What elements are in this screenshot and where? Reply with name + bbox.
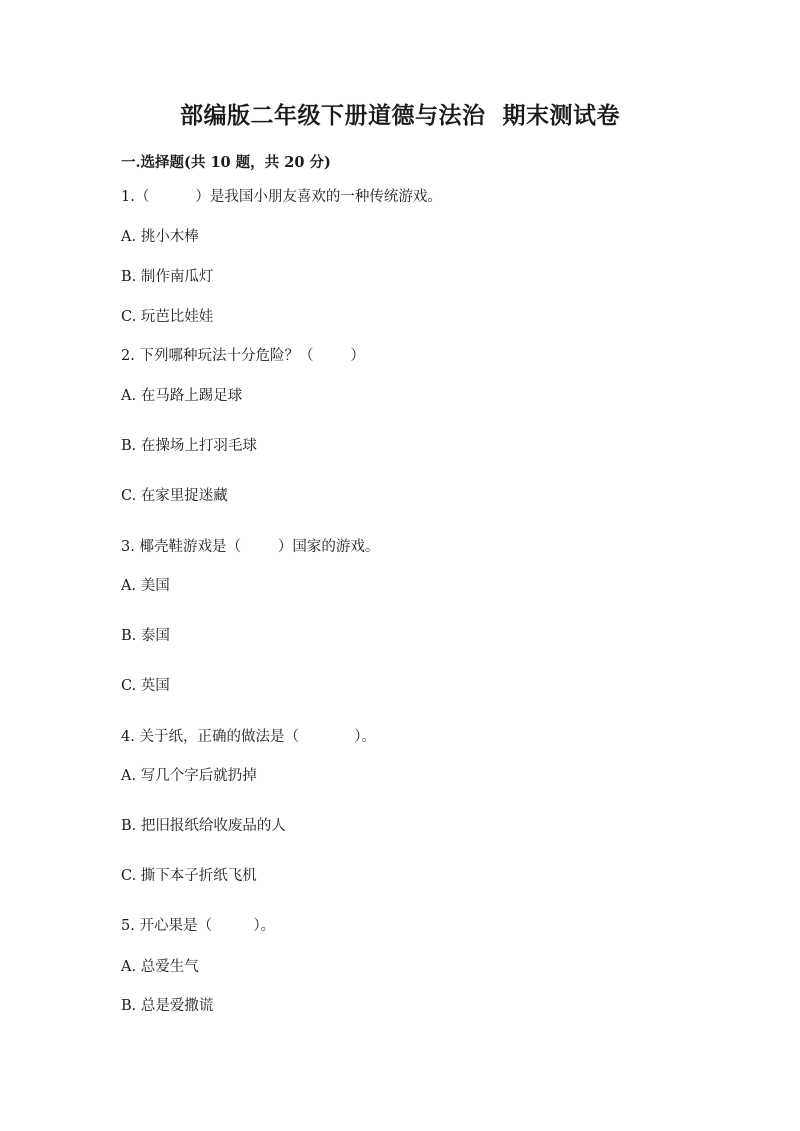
question-1-option-a: A. 挑小木棒 — [121, 229, 199, 245]
section-title: 一.选择题(共 10 题，共 20 分) — [121, 154, 331, 171]
question-1-option-b: B. 制作南瓜灯 — [121, 269, 214, 285]
question-1-stem: 1.（ ）是我国小朋友喜欢的一种传统游戏。 — [121, 189, 442, 205]
question-4-option-a: A. 写几个字后就扔掉 — [121, 768, 257, 784]
question-4-stem: 4. 关于纸，正确的做法是（ ）。 — [121, 729, 377, 745]
page-title: 部编版二年级下册道德与法治 期末测试卷 — [179, 102, 620, 129]
question-5-option-b: B. 总是爱撒谎 — [121, 998, 214, 1014]
question-2-stem: 2. 下列哪种玩法十分危险？（ ） — [121, 348, 365, 364]
question-2-option-b: B. 在操场上打羽毛球 — [121, 438, 257, 454]
question-5-option-a: A. 总爱生气 — [121, 959, 199, 975]
question-1-option-c: C. 玩芭比娃娃 — [121, 309, 214, 325]
question-3-option-c: C. 英国 — [121, 678, 170, 694]
question-3-option-a: A. 美国 — [121, 578, 170, 594]
question-4-option-c: C. 撕下本子折纸飞机 — [121, 868, 257, 884]
question-4-option-b: B. 把旧报纸给收废品的人 — [121, 818, 286, 834]
question-2-option-c: C. 在家里捉迷藏 — [121, 488, 228, 504]
question-5-stem: 5. 开心果是（ ）。 — [121, 918, 276, 934]
question-2-option-a: A. 在马路上踢足球 — [121, 388, 243, 404]
question-3-stem: 3. 椰壳鞋游戏是（ ）国家的游戏。 — [121, 539, 380, 555]
question-3-option-b: B. 泰国 — [121, 628, 170, 644]
